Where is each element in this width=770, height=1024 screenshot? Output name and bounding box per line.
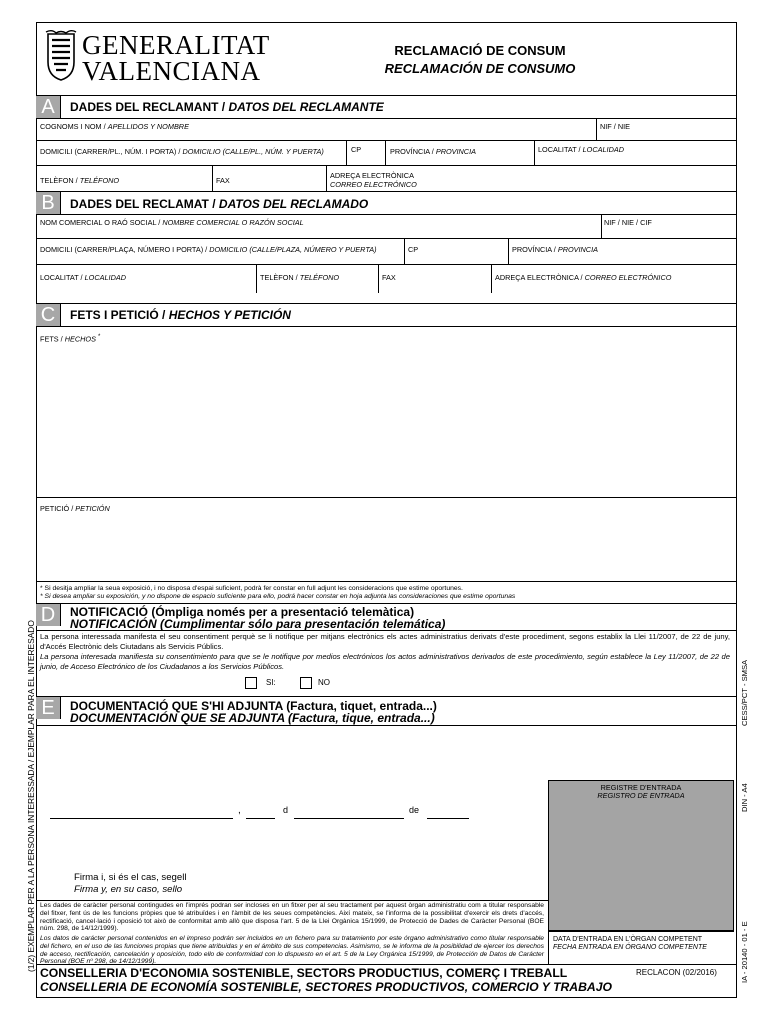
request-label: PETICIÓ / PETICIÓN bbox=[40, 504, 110, 513]
signature-box[interactable] bbox=[60, 828, 240, 868]
section-a-letter: A bbox=[36, 96, 61, 118]
section-b-letter: B bbox=[36, 192, 61, 214]
section-c-title: FETS I PETICIÓ / HECHOS Y PETICIÓN bbox=[70, 308, 291, 322]
respondent-locality-label: LOCALITAT / LOCALIDAD bbox=[40, 273, 126, 282]
place-input[interactable] bbox=[50, 804, 233, 818]
respondent-address-label: DOMICILI (CARRER/PLAÇA, NÚMERO I PORTA) / DOMICILIO (CALLE/PLAZA, NÚMERO Y PUERTA) bbox=[40, 245, 377, 254]
side-text-left: (1/2) EXEMPLAR PER A LA PERSONA INTERESSADA / EJEMPLAR PARA EL INTERESADO bbox=[26, 620, 36, 972]
consent-no-checkbox[interactable] bbox=[300, 677, 312, 689]
section-d-title-spanish: NOTIFICACIÓN (Cumplimentar sólo para presentación telemática) bbox=[70, 617, 446, 631]
privacy-text-spanish: Los datos de carácter personal contenidos en el impreso podrán ser incluidos en un fichero para su tratamiento por este órgano administrativo como titular responsable del fichero, en el uso de las funciones propias que tiene atribuidas y en el ámbito de sus competencias. Asimismo, se le informa de la posibilidad de ejercer los derechos de acceso, rectificación, cancelación y oposición, todo ello de conformidad con lo dispuesto en el art. 5 de la Ley Orgánica 15/1999, de Protección de Datos de Carácter Personal (BOE nº 298, de 14/12/1999). bbox=[40, 935, 544, 966]
department-spanish: CONSELLERIA DE ECONOMÍA SOSTENIBLE, SECTORES PRODUCTIVOS, COMERCIO Y TRABAJO bbox=[40, 980, 612, 994]
facts-label: FETS / HECHOS * bbox=[40, 334, 101, 344]
claimant-locality-label: LOCALITAT / LOCALIDAD bbox=[538, 145, 624, 154]
claimant-name-input[interactable] bbox=[40, 130, 590, 140]
signature-de: de bbox=[409, 805, 420, 815]
respondent-email-label: ADREÇA ELECTRÒNICA / CORREO ELECTRÓNICO bbox=[495, 273, 672, 282]
consent-text-spanish: La persona interesada manifiesta su consentimiento para que se le notifique por medios electrónicos los actos administrativos derivados de este procedimiento, según establece la Ley 11/2007, de 22 de junio, de Acceso Electrónico de los Ciudadanos a los Servicios Públicos. bbox=[40, 652, 730, 671]
signature-comma: , bbox=[238, 805, 241, 816]
respondent-cp-label: CP bbox=[408, 245, 419, 254]
consent-no-label: NO bbox=[318, 678, 330, 687]
registry-entry-spanish: REGISTRO DE ENTRADA bbox=[597, 791, 685, 800]
respondent-fax-label: FAX bbox=[382, 273, 396, 282]
section-a-title: DADES DEL RECLAMANT / DATOS DEL RECLAMANTE bbox=[70, 100, 384, 114]
title-valencian: RECLAMACIÓ DE CONSUM bbox=[394, 43, 566, 58]
note-spanish: * Si desea ampliar su exposición, y no dispone de espacio suficiente para ello, podrá hacer constar en hoja adjunta las consideraciones que estime oportunas bbox=[40, 593, 516, 600]
section-d-letter: D bbox=[36, 604, 61, 626]
surname-name-field-label: COGNOMS I NOM / APELLIDOS Y NOMBRE bbox=[40, 122, 189, 131]
consent-yes-label: SI: bbox=[266, 678, 276, 687]
generalitat-crest-icon bbox=[44, 30, 78, 82]
day-input[interactable] bbox=[246, 804, 275, 818]
section-b-title: DADES DEL RECLAMAT / DATOS DEL RECLAMADO bbox=[70, 197, 369, 211]
claimant-nif-input[interactable] bbox=[600, 130, 730, 140]
year-input[interactable] bbox=[427, 804, 469, 818]
claimant-address-label: DOMICILI (CARRER/PL., NÚM. I PORTA) / DOMICILIO (CALLE/PL., NÚM. Y PUERTA) bbox=[40, 147, 324, 156]
request-textarea[interactable] bbox=[40, 515, 732, 577]
signature-label-spanish: Firma y, en su caso, sello bbox=[74, 884, 183, 895]
logo-line1: GENERALITAT bbox=[82, 30, 270, 60]
title-spanish: RECLAMACIÓN DE CONSUMO bbox=[384, 61, 576, 76]
facts-textarea[interactable] bbox=[40, 345, 732, 493]
respondent-province-label: PROVÍNCIA / PROVINCIA bbox=[512, 245, 598, 254]
registry-stamp-box bbox=[548, 780, 734, 931]
registry-entry-valencian: REGISTRE D'ENTRADA bbox=[600, 783, 682, 792]
signature-d: d bbox=[283, 805, 289, 815]
claimant-email-label: ADREÇA ELECTRÒNICA CORREO ELECTRÓNICO bbox=[330, 171, 417, 189]
claimant-province-label: PROVÍNCIA / PROVINCIA bbox=[390, 147, 476, 156]
registry-date-spanish: FECHA ENTRADA EN ÓRGANO COMPETENTE bbox=[553, 944, 707, 951]
side-text-right-bottom: IA - 20140 - 01 - E bbox=[740, 921, 749, 983]
side-text-right-middle: DIN - A4 bbox=[740, 783, 749, 812]
signature-label-valencian: Firma i, si és el cas, segell bbox=[74, 872, 187, 883]
claimant-cp-label: CP bbox=[351, 145, 362, 154]
respondent-company-label: NOM COMERCIAL O RAÓ SOCIAL / NOMBRE COMERCIAL O RAZÓN SOCIAL bbox=[40, 218, 304, 227]
attached-documents-textarea[interactable] bbox=[40, 728, 540, 776]
consent-yes-checkbox[interactable] bbox=[245, 677, 257, 689]
claimant-nif-label: NIF / NIE bbox=[600, 122, 630, 131]
respondent-nif-label: NIF / NIE / CIF bbox=[604, 218, 652, 227]
form-code: RECLACON (02/2016) bbox=[636, 968, 717, 977]
privacy-text-valencian: Les dades de caràcter personal contingudes en l'imprés podran ser incloses en un fitxer per al seu tractament per aquest òrgan administratiu com a titular responsable del fitxer, fent ús de les funcions pròpies que té atribuïdes i en l'àmbit de les seues competències. Així mateix, se l'informa de la possibilitat d'exercir els drets d'accés, rectificació, cancel·lació i oposició tot això de conformitat amb allò que disposa l'art. 5 de la Llei Orgànica 15/1999, de Protecció de Dades de Caràcter Personal (BOE núm. 298, de 14/12/1999). bbox=[40, 902, 544, 933]
section-c-letter: C bbox=[36, 304, 61, 326]
section-e-letter: E bbox=[36, 697, 61, 719]
month-input[interactable] bbox=[294, 804, 404, 818]
claimant-fax-label: FAX bbox=[216, 176, 230, 185]
claimant-phone-label: TELÈFON / TELÉFONO bbox=[40, 176, 120, 185]
section-e-title-spanish: DOCUMENTACIÓN QUE SE ADJUNTA (Factura, tique, entrada...) bbox=[70, 711, 435, 725]
consent-text-valencian: La persona interessada manifesta el seu consentiment perquè se li notifique per mitjans electrònics els actes administratius derivats d'este procediment, segons establix la Llei 11/2007, de 22 de juny, d'Accés Electrònic dels Ciutadans als Servicis Públics. bbox=[40, 632, 730, 651]
section-e-title-valencian: DOCUMENTACIÓ QUE S'HI ADJUNTA (Factura, tiquet, entrada...) bbox=[70, 699, 437, 713]
logo-line2: VALENCIANA bbox=[82, 56, 261, 86]
respondent-phone-label: TELÈFON / TELÉFONO bbox=[260, 273, 340, 282]
registry-date-valencian: DATA D'ENTRADA EN L'ÒRGAN COMPETENT bbox=[553, 936, 703, 943]
department-valencian: CONSELLERIA D'ECONOMIA SOSTENIBLE, SECTORS PRODUCTIUS, COMERÇ I TREBALL bbox=[40, 966, 568, 980]
note-valencian: * Si desitja ampliar la seua exposició, i no disposa d'espai suficient, podrà fer constar en full adjunt les consideracions que estime oportunes. bbox=[40, 585, 463, 592]
side-text-right-top: CESS/PCT - SMSA bbox=[740, 659, 749, 726]
section-d-title-valencian: NOTIFICACIÓ (Ómpliga només per a presentació telemàtica) bbox=[70, 605, 415, 619]
